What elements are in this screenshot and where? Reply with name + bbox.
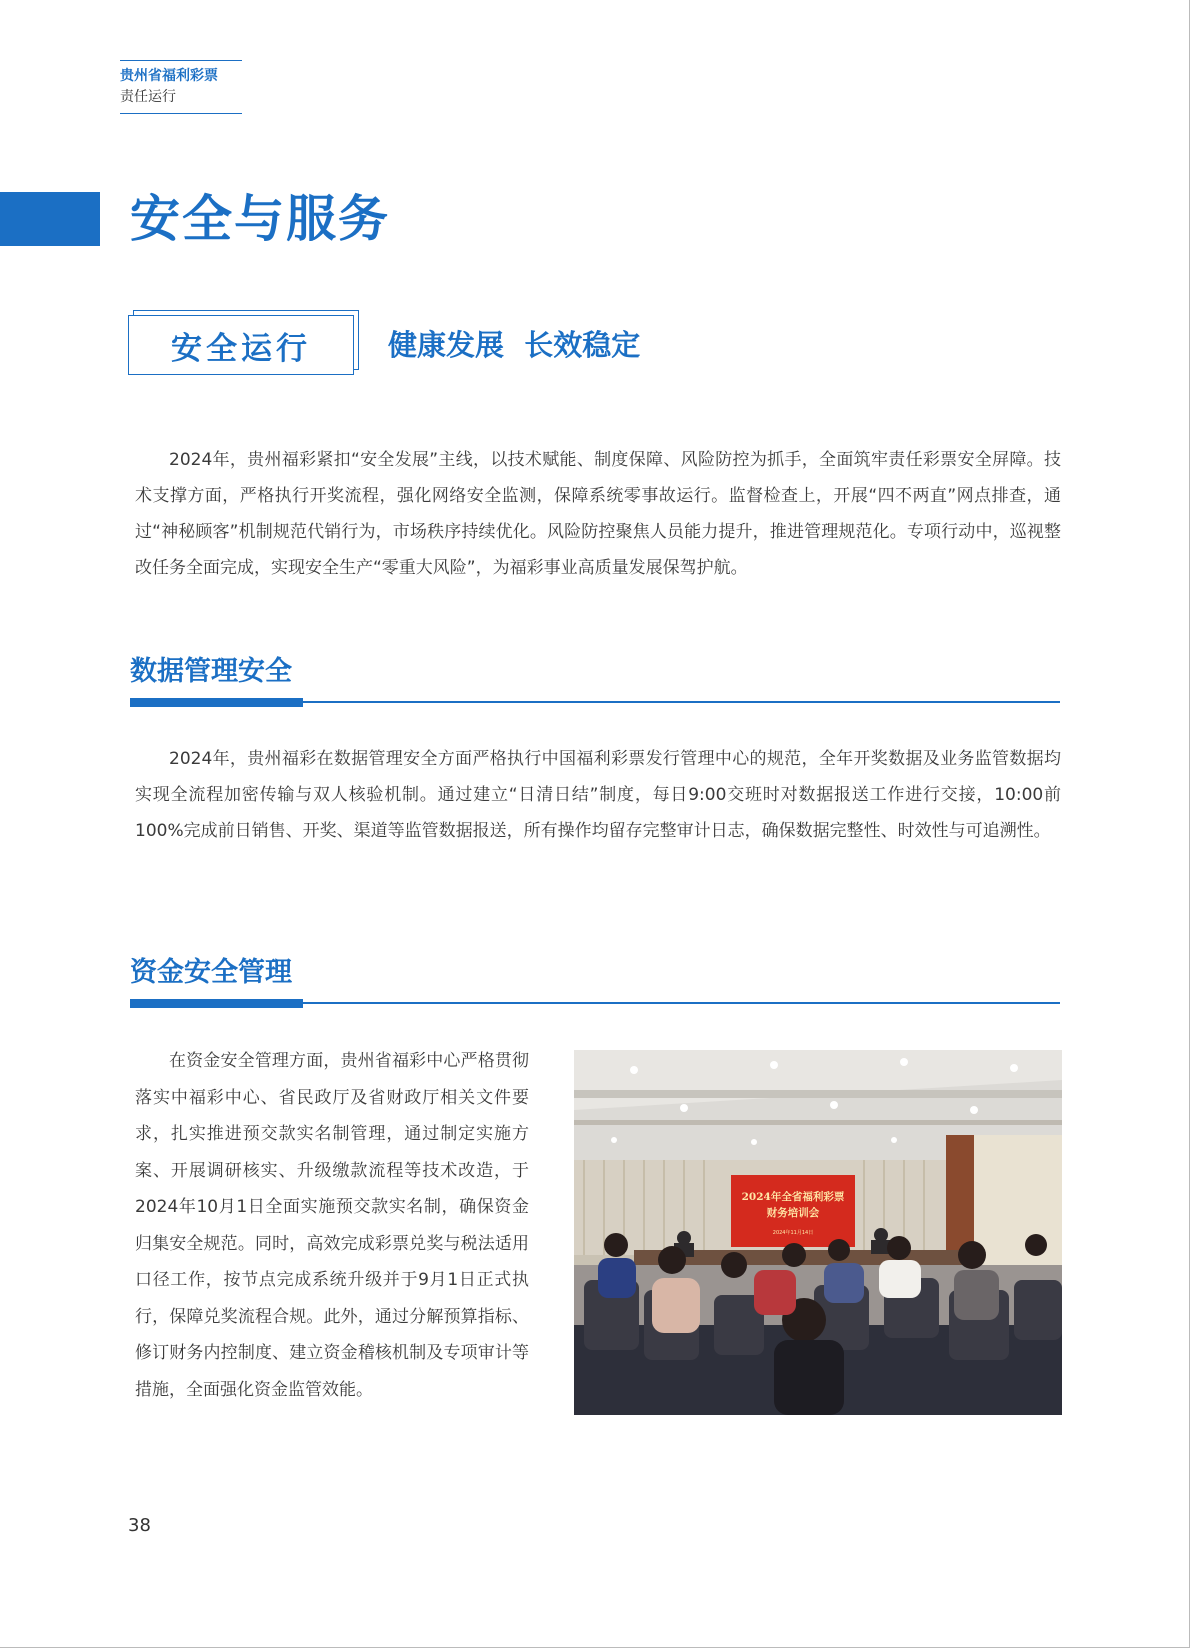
header-org-name: 贵州省福利彩票 <box>120 68 218 84</box>
section-title-fund-security: 资金安全管理 <box>130 957 292 988</box>
data-security-paragraph: 2024年，贵州福彩在数据管理安全方面严格执行中国福利彩票发行管理中心的规范，全年开奖数据及业务监管数据均实现全流程加密传输与双人核验机制。通过建立“日清日结”制度，每日9:00交班时对数据报送工作进行交接，10:00前100%完成前日销售、开奖、渠道等监管数据报送，所有操作均留存完整审计日志，确保数据完整性、时效性与可追溯性。 <box>135 749 1061 841</box>
badge-slogan: 健康发展 长效稳定 <box>388 328 641 362</box>
page-title: 安全与服务 <box>130 190 390 248</box>
header-rule-top <box>120 60 242 61</box>
header-rule-bottom <box>120 113 242 114</box>
section-rule-accent <box>130 999 303 1008</box>
training-meeting-photo <box>574 1050 1062 1415</box>
intro-paragraph: 2024年，贵州福彩紧扣“安全发展”主线，以技术赋能、制度保障、风险防控为抓手，全面筑牢责任彩票安全屏障。技术支撑方面，严格执行开奖流程，强化网络安全监测，保障系统零事故运行。监督检查上，开展“四不两直”网点排查，通过“神秘顾客”机制规范代销行为，市场秩序持续优化。风险防控聚焦人员能力提升，推进管理规范化。专项行动中，巡视整改任务全面完成，实现安全生产“零重大风险”，为福彩事业高质量发展保驾护航。 <box>135 450 1061 578</box>
section-rule-accent <box>130 698 303 707</box>
banner-date: 2024年11月14日 <box>772 1230 814 1236</box>
title-accent-bar <box>0 192 100 246</box>
section-badge: 安全运行 <box>128 315 354 375</box>
meeting-room-illustration <box>574 1050 1062 1415</box>
page-number: 38 <box>128 1515 151 1536</box>
banner-title-line2: 财务培训会 <box>766 1207 820 1219</box>
banner-title-line1: 2024年全省福利彩票 <box>741 1191 845 1203</box>
running-header <box>120 60 242 114</box>
section-title-data-security: 数据管理安全 <box>130 656 292 687</box>
header-report-name: 责任运行 <box>120 89 176 105</box>
fund-security-paragraph: 在资金安全管理方面，贵州省福彩中心严格贯彻落实中福彩中心、省民政厅及省财政厅相关文件要求，扎实推进预交款实名制管理，通过制定实施方案、开展调研核实、升级缴款流程等技术改造，于2024年10月1日全面实施预交款实名制，确保资金归集安全规范。同时，高效完成彩票兑奖与税法适用口径工作，按节点完成系统升级并于9月1日正式执行，保障兑奖流程合规。此外，通过分解预算指标、修订财务内控制度、建立资金稽核机制及专项审计等措施，全面强化资金监管效能。 <box>135 1051 529 1400</box>
